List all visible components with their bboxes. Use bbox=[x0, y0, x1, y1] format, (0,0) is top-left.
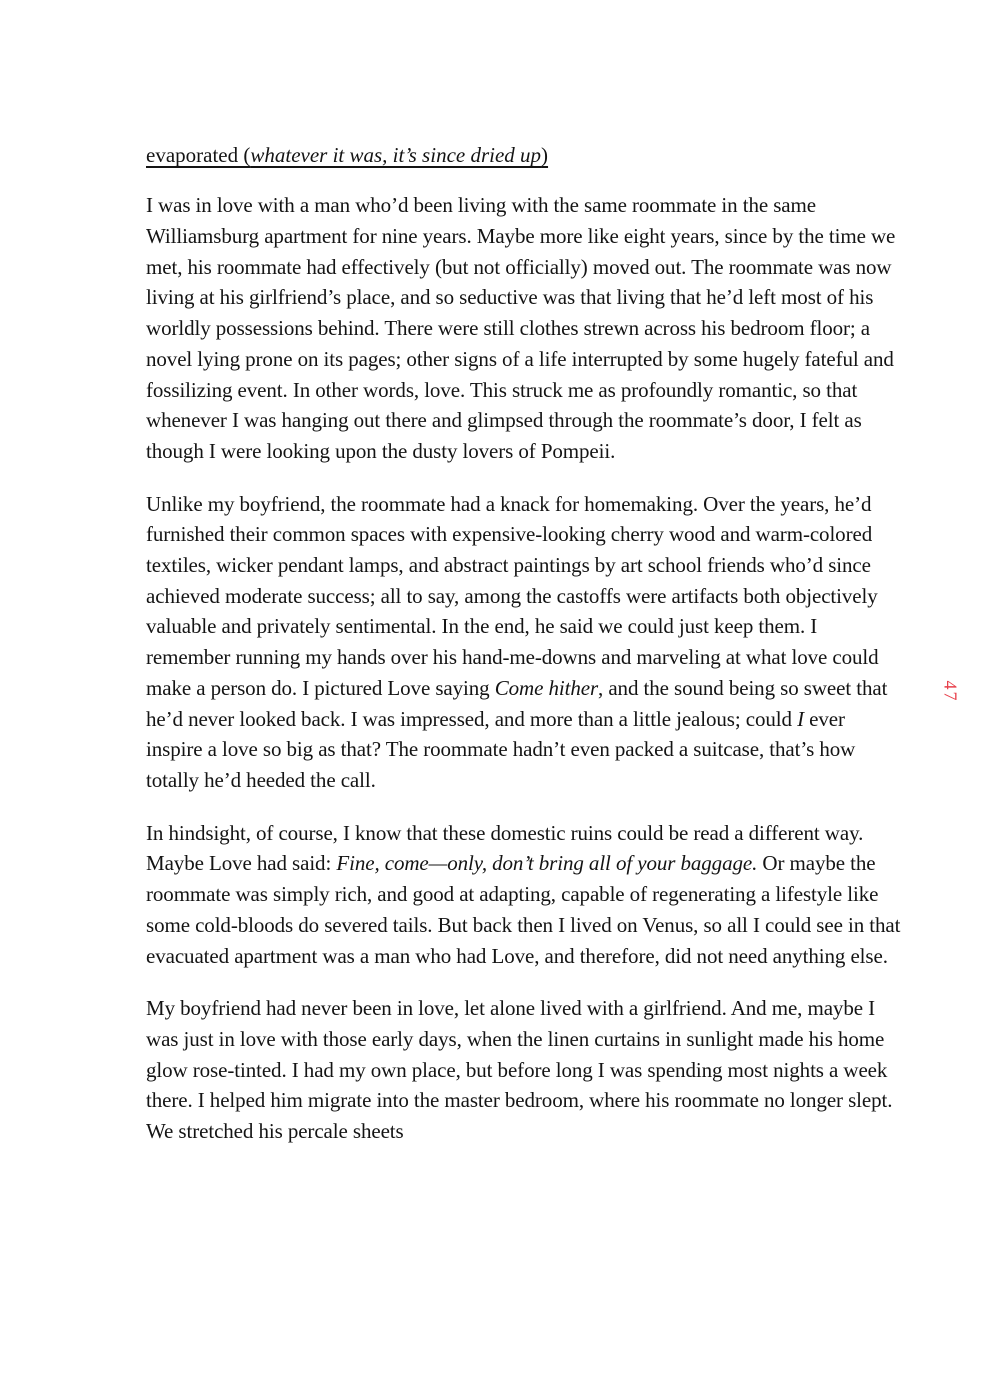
text-run-italic: Come hither bbox=[494, 675, 599, 700]
text-run: Unlike my boyfriend, the roommate had a knack for homemaking. Over the years, he’d furnished their common spaces with expensive-looking cherry wood and warm-colored textiles, wicker pendant lamps, and abstract paintings by art school friends who’d since achieved moderate success; all to say, among the castoffs were artifacts both objectively valuable and privately sentimental. In the end, he said we could just keep them. I remember running my hands over his hand-me-downs and marveling at what love could make a person do. I pictured Love saying bbox=[146, 491, 879, 700]
section-heading bbox=[146, 141, 903, 169]
paragraph bbox=[146, 818, 903, 972]
text-run: I was in love with a man who’d been living with the same roommate in the same Williamsburg apartment for nine years. Maybe more like eight years, since by the time we met, his roommate had effectively (but not officially) moved out. The roommate was now living at his girlfriend’s place, and so seductive was that living that he’d left most of his worldly possessions behind. There were still clothes strewn across his bedroom floor; a novel lying prone on its pages; other signs of a life interrupted by some hugely fateful and fossilizing event. In other words, love. This struck me as profoundly romantic, so that whenever I was hanging out there and glimpsed through the roommate’s door, I felt as though I were looking upon the dusty lovers of Pompeii. bbox=[146, 193, 896, 463]
heading-prefix: evaporated ( bbox=[146, 143, 251, 167]
page-number: 47 bbox=[940, 680, 961, 703]
heading-italic: whatever it was, it’s since dried up bbox=[250, 143, 542, 167]
text-run-italic: Fine, come—only, don’t bring all of your baggage. bbox=[336, 851, 758, 876]
text-run: In hindsight, of course, I know that these domestic ruins could be read a different way. Maybe Love had said: bbox=[146, 820, 864, 876]
text-run: My boyfriend had never been in love, let alone lived with a girlfriend. And me, maybe I was just in love with those early days, when the linen curtains in sunlight made his home glow rose-tinted. I had my own place, but before long I was spending most nights a week there. I helped him migrate into the master bedroom, where his roommate no longer slept. We stretched his percale sheets bbox=[146, 996, 893, 1144]
text-run: ever inspire a love so big as that? The roommate hadn’t even packed a suitcase, that’s how totally he’d heeded the call. bbox=[146, 706, 856, 792]
body-text bbox=[146, 190, 903, 1146]
paragraph bbox=[146, 489, 903, 796]
heading-suffix: ) bbox=[541, 143, 549, 167]
paragraph bbox=[146, 993, 903, 1147]
text-run-italic: I bbox=[797, 706, 804, 731]
text-run: Or maybe the roommate was simply rich, and good at adapting, capable of regenerating a lifestyle like some cold-bloods do severed tails. But back then I lived on Venus, so all I could see in that evacuated apartment was a man who had Love, and therefore, did not need anything else. bbox=[146, 851, 901, 968]
text-run: , and the sound being so sweet that he’d never looked back. I was impressed, and more than a little jealous; could bbox=[146, 675, 888, 731]
paragraph bbox=[146, 190, 903, 466]
